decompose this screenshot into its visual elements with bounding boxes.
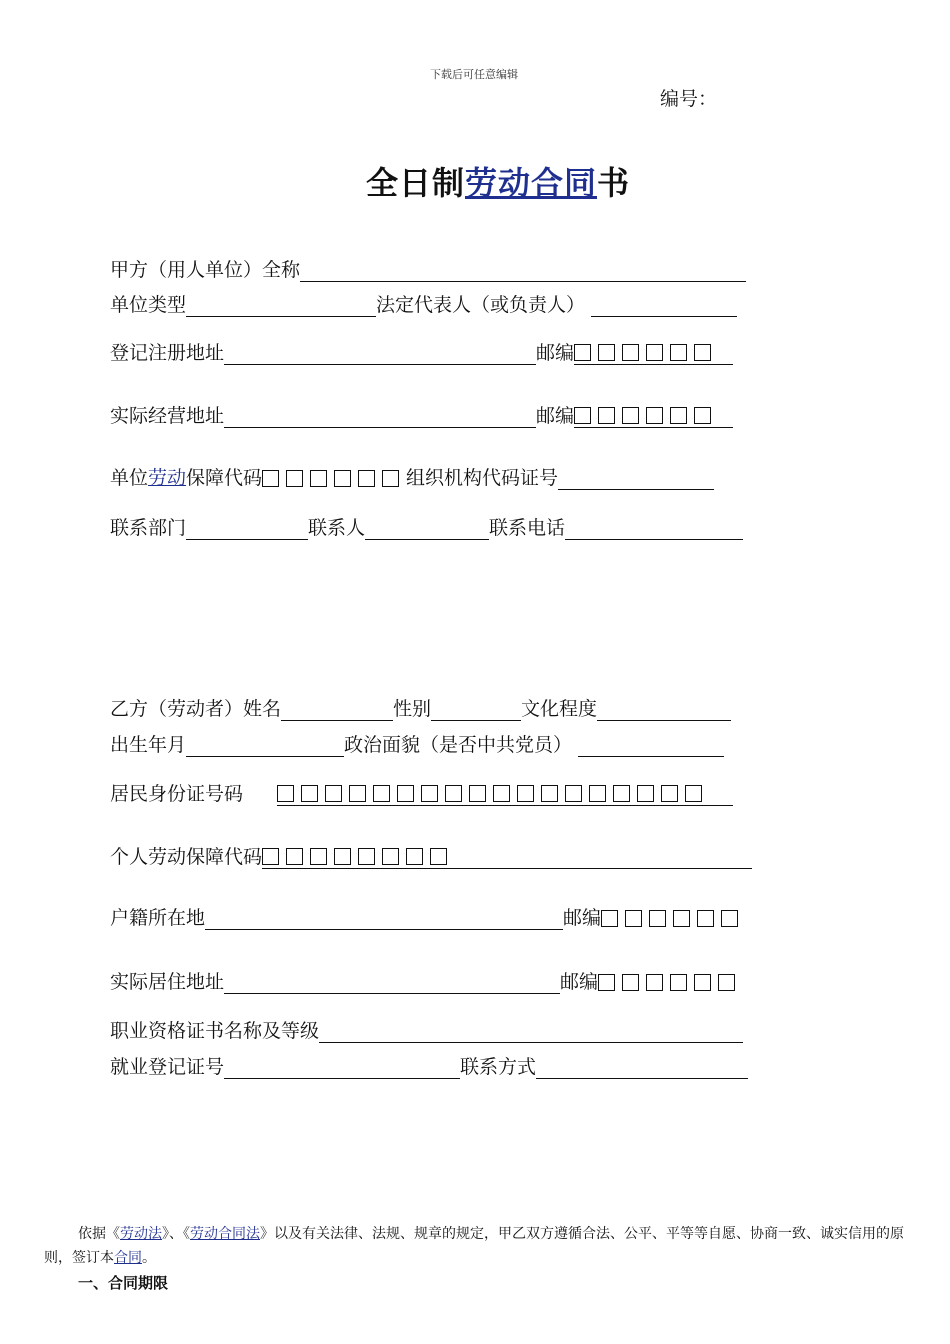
personal-code-boxes[interactable] xyxy=(262,846,752,869)
field-op-address: 实际经营地址 邮编 xyxy=(110,401,733,428)
contact-method-blank[interactable] xyxy=(536,1058,748,1079)
title-link[interactable]: 劳动合同 xyxy=(464,164,597,202)
field-birth: 出生年月 政治面貌（是否中共党员） xyxy=(110,730,724,757)
field-worker-name: 乙方（劳动者）姓名 性别 文化程度 xyxy=(110,694,731,721)
contract-link[interactable]: 合同 xyxy=(114,1250,142,1266)
field-employer-name: 甲方（用人单位）全称 xyxy=(110,255,746,282)
section-heading-contract-term: 一、合同期限 xyxy=(78,1274,169,1292)
contact-blank[interactable] xyxy=(365,519,489,540)
field-residence: 实际居住地址 邮编 xyxy=(110,967,742,994)
hukou-postcode-boxes[interactable] xyxy=(601,908,745,930)
unit-labor-code-boxes[interactable] xyxy=(262,468,406,490)
birth-blank[interactable] xyxy=(186,736,344,757)
field-unit-type: 单位类型 法定代表人（或负责人） xyxy=(110,290,737,317)
employer-name-blank[interactable] xyxy=(300,261,746,282)
unit-type-blank[interactable] xyxy=(186,296,376,317)
field-employment-reg: 就业登记证号 联系方式 xyxy=(110,1052,748,1079)
labor-link[interactable]: 劳动 xyxy=(148,467,187,489)
reg-postcode-boxes[interactable] xyxy=(574,342,733,365)
field-qualification: 职业资格证书名称及等级 xyxy=(110,1016,743,1043)
field-contact: 联系部门 联系人 联系电话 xyxy=(110,513,743,540)
field-reg-address: 登记注册地址 邮编 xyxy=(110,338,733,365)
org-code-blank[interactable] xyxy=(558,469,714,490)
phone-blank[interactable] xyxy=(565,519,743,540)
id-number-boxes[interactable] xyxy=(277,783,733,806)
legal-rep-blank[interactable] xyxy=(591,296,737,317)
education-blank[interactable] xyxy=(597,700,731,721)
field-unit-labor-code: 单位 劳动 保障代码 组织机构代码证号 xyxy=(110,463,714,490)
reg-address-blank[interactable] xyxy=(224,344,536,365)
serial-number-label: 编号： xyxy=(660,88,718,110)
intro-paragraph: 依据《劳动法》、《劳动合同法》以及有关法律、法规、规章的规定，甲乙双方遵循合法、公平、平等等自愿、协商一致、诚实信用的原则，签订本合同。 xyxy=(44,1226,904,1266)
op-address-blank[interactable] xyxy=(224,407,536,428)
labor-law-link[interactable]: 劳动法 xyxy=(120,1226,162,1242)
residence-blank[interactable] xyxy=(224,973,560,994)
contract-law-link[interactable]: 劳动合同法 xyxy=(190,1226,260,1242)
op-postcode-boxes[interactable] xyxy=(574,405,733,428)
worker-name-blank[interactable] xyxy=(281,700,393,721)
header-note: 下载后可任意编辑 xyxy=(430,68,518,81)
document-title: 全日制劳动合同书 xyxy=(365,164,631,202)
field-id-number: 居民身份证号码 xyxy=(110,779,733,806)
residence-postcode-boxes[interactable] xyxy=(598,972,742,994)
employment-reg-blank[interactable] xyxy=(224,1058,460,1079)
field-personal-code: 个人劳动保障代码 xyxy=(110,842,752,869)
field-hukou: 户籍所在地 邮编 xyxy=(110,903,745,930)
hukou-blank[interactable] xyxy=(205,909,563,930)
dept-blank[interactable] xyxy=(186,519,308,540)
qualification-blank[interactable] xyxy=(319,1022,743,1043)
gender-blank[interactable] xyxy=(431,700,521,721)
politics-blank[interactable] xyxy=(578,736,724,757)
